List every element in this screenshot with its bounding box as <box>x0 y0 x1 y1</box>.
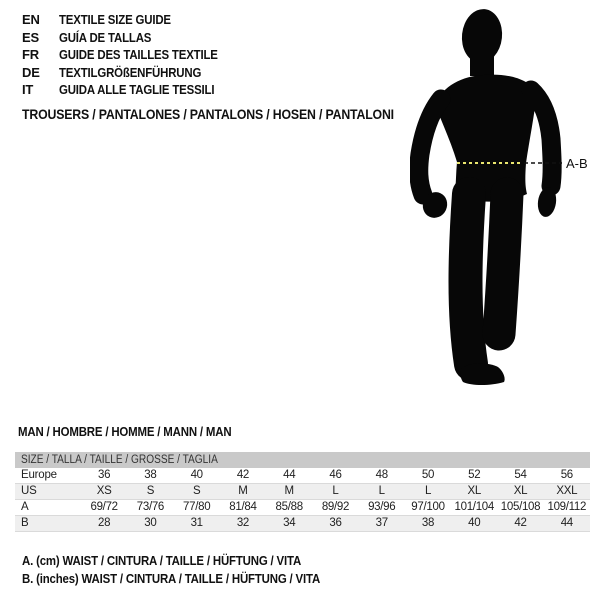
table-cell: 50 <box>421 469 435 481</box>
table-cell: L <box>378 485 385 497</box>
table-cell: 46 <box>329 469 342 481</box>
man-silhouette <box>419 7 558 385</box>
table-cell: 52 <box>468 469 481 481</box>
language-code: FR <box>22 47 39 63</box>
gender-title-text: MAN / HOMBRE / HOMME / MANN / MAN <box>18 424 232 439</box>
gender-title <box>18 424 261 439</box>
table-cell: 42 <box>514 517 527 529</box>
row-label: US <box>21 485 37 497</box>
language-code: DE <box>22 64 40 80</box>
language-row <box>22 11 239 29</box>
row-label: A <box>21 501 29 513</box>
man-silhouette-svg <box>410 2 600 402</box>
table-cell: 40 <box>468 517 481 529</box>
table-cell: 36 <box>329 517 342 529</box>
man-silhouette-figure <box>410 2 600 402</box>
language-row <box>22 64 239 82</box>
table-cell: S <box>146 485 155 497</box>
table-cell: 89/92 <box>321 501 350 513</box>
footnote <box>22 570 361 588</box>
table-cell: 56 <box>560 469 573 481</box>
table-cell: 30 <box>144 517 157 529</box>
table-cell: 73/76 <box>136 501 165 513</box>
size-table <box>15 452 590 532</box>
table-cell: 81/84 <box>229 501 257 513</box>
language-row <box>22 81 239 99</box>
language-code: ES <box>22 29 39 45</box>
table-cell: 31 <box>190 517 203 529</box>
row-label: B <box>21 517 29 529</box>
table-cell: L <box>424 485 432 497</box>
table-cell: 77/80 <box>183 501 211 513</box>
table-row <box>15 484 590 500</box>
table-cell: 37 <box>375 517 388 529</box>
table-cell: 44 <box>283 469 296 481</box>
footnote <box>22 552 361 570</box>
table-cell: 48 <box>375 469 388 481</box>
table-cell: 69/72 <box>90 501 118 513</box>
table-cell: XXL <box>556 485 578 497</box>
table-cell: 109/112 <box>547 501 587 513</box>
footnotes <box>22 552 361 588</box>
language-code: EN <box>22 12 40 28</box>
language-label: GUIDE DES TAILLES TEXTILE <box>59 47 218 63</box>
language-code: IT <box>22 82 34 98</box>
table-cell: XL <box>467 485 481 497</box>
language-row <box>22 29 239 47</box>
language-label: TEXTILGRÖßENFÜHRUNG <box>59 64 202 80</box>
table-cell: M <box>284 485 294 497</box>
language-label: TEXTILE SIZE GUIDE <box>59 12 171 28</box>
table-header <box>15 452 590 468</box>
table-cell: 38 <box>144 469 157 481</box>
table-cell: 38 <box>421 517 435 529</box>
table-row <box>15 500 590 516</box>
table-cell: 44 <box>560 517 573 529</box>
table-cell: 85/88 <box>275 501 303 513</box>
table-cell: 28 <box>98 517 111 529</box>
category-title-text: TROUSERS / PANTALONES / PANTALONS / HOSEN / PANTALONI <box>22 106 394 122</box>
language-list <box>22 11 239 99</box>
table-cell: 105/108 <box>500 501 541 513</box>
row-label: Europe <box>21 469 57 481</box>
table-cell: 40 <box>190 469 203 481</box>
footnote-text: A. (cm) WAIST / CINTURA / TAILLE / HÜFTUNG / VITA <box>22 553 302 568</box>
table-cell: L <box>332 485 339 497</box>
table-cell: 54 <box>514 469 527 481</box>
language-row <box>22 46 239 64</box>
language-label: GUIDA ALLE TAGLIE TESSILI <box>59 82 215 98</box>
table-cell: 42 <box>236 469 250 481</box>
table-body <box>15 468 590 532</box>
table-row <box>15 468 590 484</box>
table-cell: S <box>192 485 201 497</box>
table-cell: XS <box>96 485 112 497</box>
language-label: GUÍA DE TALLAS <box>59 29 152 45</box>
table-cell: 32 <box>236 517 250 529</box>
table-cell: 97/100 <box>411 501 445 513</box>
category-title <box>22 106 445 122</box>
table-cell: M <box>238 485 248 497</box>
table-header-text: SIZE / TALLA / TAILLE / GRÖSSE / TAGLIA <box>21 454 218 466</box>
table-cell: 36 <box>98 469 111 481</box>
footnote-text: B. (inches) WAIST / CINTURA / TAILLE / HÜFTUNG / VITA <box>22 571 321 586</box>
table-cell: XL <box>513 485 528 497</box>
table-cell: 101/104 <box>454 501 494 513</box>
table-cell: 93/96 <box>368 501 396 513</box>
table-cell: 34 <box>283 517 296 529</box>
table-row <box>15 516 590 532</box>
measure-label-ab: A-B <box>566 156 588 171</box>
